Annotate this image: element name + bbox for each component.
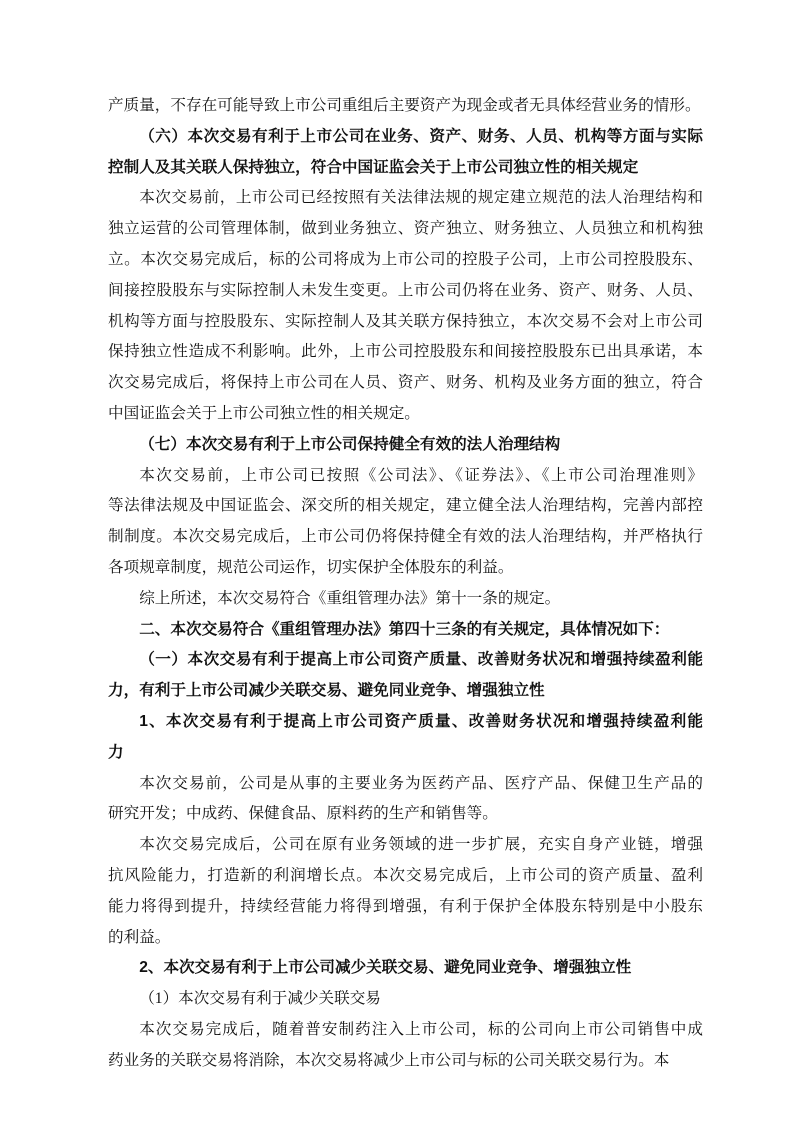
text-line: 研究开发；中成药、保健食品、原料药的生产和销售等。 bbox=[108, 805, 498, 823]
heading-line: （七）本次交易有利于上市公司保持健全有效的法人治理结构 bbox=[139, 435, 561, 453]
text-line: 药业务的关联交易将消除，本次交易将减少上市公司与标的公司关联交易行为。本 bbox=[108, 1051, 670, 1069]
text-line: 制制度。本次交易完成后，上市公司仍将保持健全有效的法人治理结构，并严格执行 bbox=[108, 528, 703, 546]
heading-line: 力，有利于上市公司减少关联交易、避免同业竞争、增强独立性 bbox=[108, 682, 545, 700]
text-line: 本次交易完成后，公司在原有业务领域的进一步扩展，充实自身产业链，增强 bbox=[139, 836, 703, 854]
heading-line: 力 bbox=[108, 743, 124, 761]
text-line: 本次交易前，上市公司已经按照有关法律法规的规定建立规范的法人治理结构和 bbox=[139, 189, 703, 207]
text-line: 产质量，不存在可能导致上市公司重组后主要资产为现金或者无具体经营业务的情形。 bbox=[108, 97, 701, 114]
text-line: 能力将得到提升，持续经营能力将得到增强，有利于保护全体股东特别是中小股东 bbox=[108, 897, 703, 915]
text-line: 综上所述，本次交易符合《重组管理办法》第十一条的规定。 bbox=[139, 589, 561, 607]
text-line: 机构等方面与控股股东、实际控制人及其关联方保持独立，本次交易不会对上市公司 bbox=[108, 312, 703, 330]
text-line: （1）本次交易有利于减少关联交易 bbox=[139, 990, 381, 1008]
text-line: 独立运营的公司管理体制，做到业务独立、资产独立、财务独立、人员独立和机构独 bbox=[108, 220, 703, 238]
text-line: 间接控股股东与实际控制人未发生变更。上市公司仍将在业务、资产、财务、人员、 bbox=[108, 281, 703, 299]
text-line: 本次交易前，上市公司已按照《公司法》、《证券法》、《上市公司治理准则》 bbox=[139, 466, 703, 484]
document-body bbox=[108, 91, 703, 1077]
text-line: 等法律法规及中国证监会、深交所的相关规定，建立健全法人治理结构，完善内部控 bbox=[108, 497, 703, 515]
heading-line: 二、本次交易符合《重组管理办法》第四十三条的有关规定，具体情况如下： bbox=[139, 620, 670, 638]
heading-line: （六）本次交易有利于上市公司在业务、资产、财务、人员、机构等方面与实际 bbox=[139, 127, 703, 145]
heading-line: 控制人及其关联人保持独立，符合中国证监会关于上市公司独立性的相关规定 bbox=[108, 158, 639, 176]
heading-line: 1、本次交易有利于提高上市公司资产质量、改善财务状况和增强持续盈利能 bbox=[139, 712, 703, 730]
text-line: 的利益。 bbox=[108, 928, 171, 946]
heading-line: 2、本次交易有利于上市公司减少关联交易、避免同业竞争、增强独立性 bbox=[139, 959, 632, 977]
text-line: 本次交易前，公司是从事的主要业务为医药产品、医疗产品、保健卫生产品的 bbox=[139, 774, 703, 792]
text-line: 本次交易完成后，随着普安制药注入上市公司，标的公司向上市公司销售中成 bbox=[139, 1020, 703, 1038]
text-line: 立。本次交易完成后，标的公司将成为上市公司的控股子公司，上市公司控股股东、 bbox=[108, 250, 703, 268]
text-line: 中国证监会关于上市公司独立性的相关规定。 bbox=[108, 404, 420, 422]
text-line: 抗风险能力，打造新的利润增长点。本次交易完成后，上市公司的资产质量、盈利 bbox=[108, 866, 703, 884]
heading-line: （一）本次交易有利于提高上市公司资产质量、改善财务状况和增强持续盈利能 bbox=[139, 651, 703, 669]
text-line: 次交易完成后，将保持上市公司在人员、资产、财务、机构及业务方面的独立，符合 bbox=[108, 374, 703, 392]
text-line: 各项规章制度，规范公司运作，切实保护全体股东的利益。 bbox=[108, 558, 514, 576]
text-line: 保持独立性造成不利影响。此外，上市公司控股股东和间接控股股东已出具承诺，本 bbox=[108, 343, 703, 361]
